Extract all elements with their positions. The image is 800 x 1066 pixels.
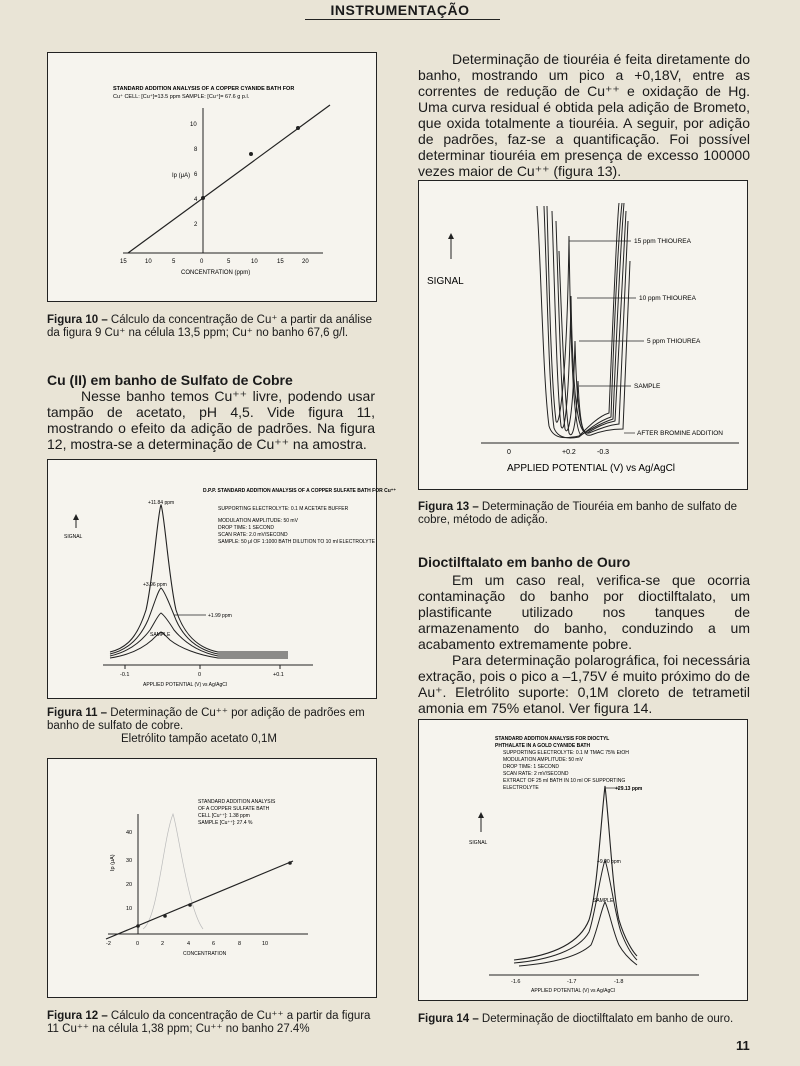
section-text-cu2	[47, 388, 375, 452]
fig14-tick: -1.8	[614, 979, 624, 985]
svg-text:2: 2	[161, 941, 165, 947]
svg-text:4: 4	[194, 197, 198, 203]
svg-text:-2: -2	[106, 941, 111, 947]
fig10-caption-label: Figura 10 –	[47, 314, 108, 326]
svg-text:8: 8	[194, 147, 198, 153]
svg-text:10: 10	[190, 122, 197, 128]
svg-text:40: 40	[126, 830, 133, 836]
fig14-title: DROP TIME: 1 SECOND	[503, 764, 559, 770]
fig13-label: SAMPLE	[634, 383, 661, 390]
svg-text:6: 6	[212, 941, 216, 947]
fig11-info-4: SCAN RATE: 2.0 mV/SECOND	[218, 532, 288, 538]
figure-11	[47, 459, 397, 699]
fig14-title: MODULATION AMPLITUDE: 50 mV	[503, 757, 583, 763]
svg-text:30: 30	[126, 858, 133, 864]
fig11-caption-line2: Eletrólito tampão acetato 0,1M	[121, 733, 277, 745]
section-text-dioctyl	[418, 572, 750, 716]
svg-text:2: 2	[194, 222, 198, 228]
fig12-title: CELL [Cu⁺⁺]: 1.38 ppm	[198, 813, 250, 819]
fig11-caption-text: Determinação de Cu⁺⁺ por adição de padrões em banho de sulfato de cobre.	[47, 707, 365, 732]
svg-text:5: 5	[172, 259, 176, 265]
fig14-title: EXTRACT OF 25 ml BATH IN 10 ml OF SUPPORTING	[503, 778, 626, 784]
fig14-tick: -1.7	[567, 979, 577, 985]
fig10-point	[249, 152, 253, 156]
svg-text:10: 10	[251, 259, 258, 265]
page-number: 11	[736, 1038, 750, 1053]
fig10-ylabel: Ip (μA)	[172, 173, 191, 179]
fig11-xlabel: APPLIED POTENTIAL (V) vs Ag/AgCl	[143, 682, 228, 688]
fig11-peak-label: +11.84 ppm	[148, 500, 175, 506]
fig12-xlabel: CONCENTRATION	[183, 951, 227, 957]
fig13-caption-text: Determinação de Tiouréia em banho de sulfato de cobre, método de adição.	[418, 501, 737, 526]
fig11-peak-label: SAMPLE	[150, 632, 171, 638]
fig13-label: AFTER BROMINE ADDITION	[637, 430, 723, 437]
svg-text:10: 10	[262, 941, 269, 947]
svg-text:0: 0	[136, 941, 140, 947]
fig14-title: PHTHALATE IN A GOLD CYANIDE BATH	[495, 743, 591, 749]
fig13-tick: -0.3	[597, 449, 610, 456]
paragraph: Em um caso real, verifica-se que ocorria contaminação do banho por dioctilftalato, um plastificante utilizado nos tanques de armazenamento do banho, conduzindo a um acabamento extremamente pobre.	[418, 572, 750, 652]
figure-11-caption	[47, 707, 377, 746]
fig12-caption-text: Cálculo da concentração de Cu⁺⁺ a partir da figura 11 Cu⁺⁺ na célula 1,38 ppm; Cu⁺⁺ no banho 27.4%	[47, 1010, 371, 1035]
fig12-title: SAMPLE [Cu⁺⁺]: 27.4 %	[198, 820, 253, 826]
fig10-caption-text: Cálculo da concentração de Cu⁺ a partir da análise da figura 9 Cu⁺ na célula 13,5 ppm; Cu⁺ no banho 67,6 g/l.	[47, 314, 373, 339]
paragraph: Determinação de tiouréia é feita diretamente do banho, mostrando um pico a +0,18V, entre as correntes de redução de Cu⁺⁺ e oxidação de Hg. Uma curva residual é obtida pela adição de Brometo, que oxida totalmente a tiouréia. A seguir, por adição de padrões, faz-se a quantificação. Foi possível determinar tiouréia em presença de excesso 100000 vezes maior de Cu⁺⁺ (figura 13).	[418, 51, 750, 179]
fig14-peak-label: SAMPLE	[593, 898, 614, 904]
figure-14	[418, 719, 748, 1001]
section-title-cu2: Cu (II) em banho de Sulfato de Cobre	[47, 372, 293, 388]
svg-text:15: 15	[120, 259, 127, 265]
figure-14-plot	[419, 720, 746, 999]
section-title-dioctyl: Dioctilftalato em banho de Ouro	[418, 554, 631, 570]
fig12-regression-line	[106, 861, 293, 939]
figure-13-plot	[419, 181, 746, 488]
figure-13-caption	[418, 501, 750, 527]
fig12-caption-label: Figura 12 –	[47, 1010, 108, 1022]
fig13-signal: SIGNAL	[427, 276, 464, 287]
svg-text:0: 0	[200, 259, 204, 265]
figure-10-caption	[47, 314, 377, 340]
svg-text:15: 15	[277, 259, 284, 265]
fig10-title-2: Cu⁺ CELL: [Cu⁺]=13.5 ppm SAMPLE: [Cu⁺]= 67.6 g p.l.	[113, 94, 250, 100]
fig11-title: D.P.P. STANDARD ADDITION ANALYSIS OF A COPPER SULFATE BATH FOR Cu⁺⁺	[203, 488, 397, 494]
paragraph: Nesse banho temos Cu⁺⁺ livre, podendo usar tampão de acetato, pH 4,5. Vide figura 11, mostrando o efeito da adição de padrões. Na figura 12, mostra-se a determinação de Cu⁺⁺ na amostra.	[47, 388, 375, 452]
fig14-title: ELECTROLYTE	[503, 785, 539, 791]
fig13-caption-label: Figura 13 –	[418, 501, 479, 513]
fig13-tick: 0	[507, 449, 511, 456]
figure-12	[47, 758, 377, 998]
fig13-tick: +0.2	[562, 449, 576, 456]
figure-10-plot	[48, 53, 375, 300]
figure-12-plot	[48, 759, 375, 996]
fig12-title: OF A COPPER SULFATE BATH	[198, 806, 270, 812]
fig11-peak-label: +1.99 ppm	[208, 613, 232, 619]
fig10-xlabel: CONCENTRATION (ppm)	[181, 270, 251, 276]
fig12-ylabel: Ip (μA)	[110, 854, 116, 871]
running-header: INSTRUMENTAÇÃO	[330, 2, 470, 18]
fig11-info-2: MODULATION AMPLITUDE: 50 mV	[218, 518, 298, 524]
svg-text:5: 5	[227, 259, 231, 265]
fig14-tick: -1.6	[511, 979, 521, 985]
paragraph: Para determinação polarográfica, foi necessária extração, pois o pico a –1,75V é muito próximo do de Au⁺. Eletrólito suporte: 0,1M cloreto de tetrametil amonia em 75% etanol. Ver figura 14.	[418, 652, 750, 716]
fig14-title: SUPPORTING ELECTROLYTE: 0.1 M TMAC 75% EtOH	[503, 750, 629, 756]
figure-13	[418, 180, 748, 490]
fig14-xlabel: APPLIED POTENTIAL (V) vs Ag/AgCl	[531, 988, 616, 994]
fig10-title-1: STANDARD ADDITION ANALYSIS OF A COPPER CYANIDE BATH FOR	[113, 86, 295, 92]
fig10-point	[201, 196, 205, 200]
svg-text:8: 8	[238, 941, 242, 947]
fig14-signal: SIGNAL	[469, 840, 488, 846]
fig11-tick: -0.1	[120, 672, 130, 678]
intro-paragraph	[418, 51, 750, 179]
fig11-info-5: SAMPLE: 50 μl OF 1:1000 BATH DILUTION TO 10 ml ELECTROLYTE	[218, 539, 376, 545]
fig14-title: STANDARD ADDITION ANALYSIS FOR DIOCTYL	[495, 736, 610, 742]
svg-text:6: 6	[194, 172, 198, 178]
svg-text:10: 10	[145, 259, 152, 265]
fig13-xlabel: APPLIED POTENTIAL (V) vs Ag/AgCl	[507, 463, 676, 474]
fig11-peak-curve	[110, 613, 288, 656]
svg-text:4: 4	[187, 941, 191, 947]
fig13-label: 5 ppm THIOUREA	[647, 338, 701, 345]
figure-12-caption	[47, 1010, 377, 1036]
figure-11-plot	[48, 460, 397, 697]
header-rule	[305, 19, 500, 20]
figure-10	[47, 52, 377, 302]
fig14-peak-label: +9.90 ppm	[597, 859, 621, 865]
fig11-info-3: DROP TIME: 1 SECOND	[218, 525, 274, 531]
fig13-label: 15 ppm THIOUREA	[634, 238, 691, 245]
fig10-point	[296, 126, 300, 130]
fig11-peak-label: +3.96 ppm	[143, 582, 167, 588]
fig11-tick: +0.1	[273, 672, 284, 678]
fig14-title: SCAN RATE: 2 mV/SECOND	[503, 771, 569, 777]
svg-text:20: 20	[302, 259, 309, 265]
svg-text:20: 20	[126, 882, 133, 888]
fig13-label: 10 ppm THIOUREA	[639, 295, 696, 302]
fig14-peak-label: +29.13 ppm	[615, 786, 643, 792]
fig11-caption-label: Figura 11 –	[47, 707, 108, 719]
fig11-tick: 0	[198, 672, 202, 678]
figure-14-caption	[418, 1013, 750, 1026]
fig11-info-1: SUPPORTING ELECTROLYTE: 0.1 M ACETATE BUFFER	[218, 506, 349, 512]
fig14-caption-text: Determinação de dioctilftalato em banho de ouro.	[481, 1013, 734, 1025]
svg-text:10: 10	[126, 906, 133, 912]
fig11-signal: SIGNAL	[64, 534, 83, 540]
fig14-caption-label: Figura 14 –	[418, 1013, 479, 1025]
fig12-title: STANDARD ADDITION ANALYSIS	[198, 799, 276, 805]
